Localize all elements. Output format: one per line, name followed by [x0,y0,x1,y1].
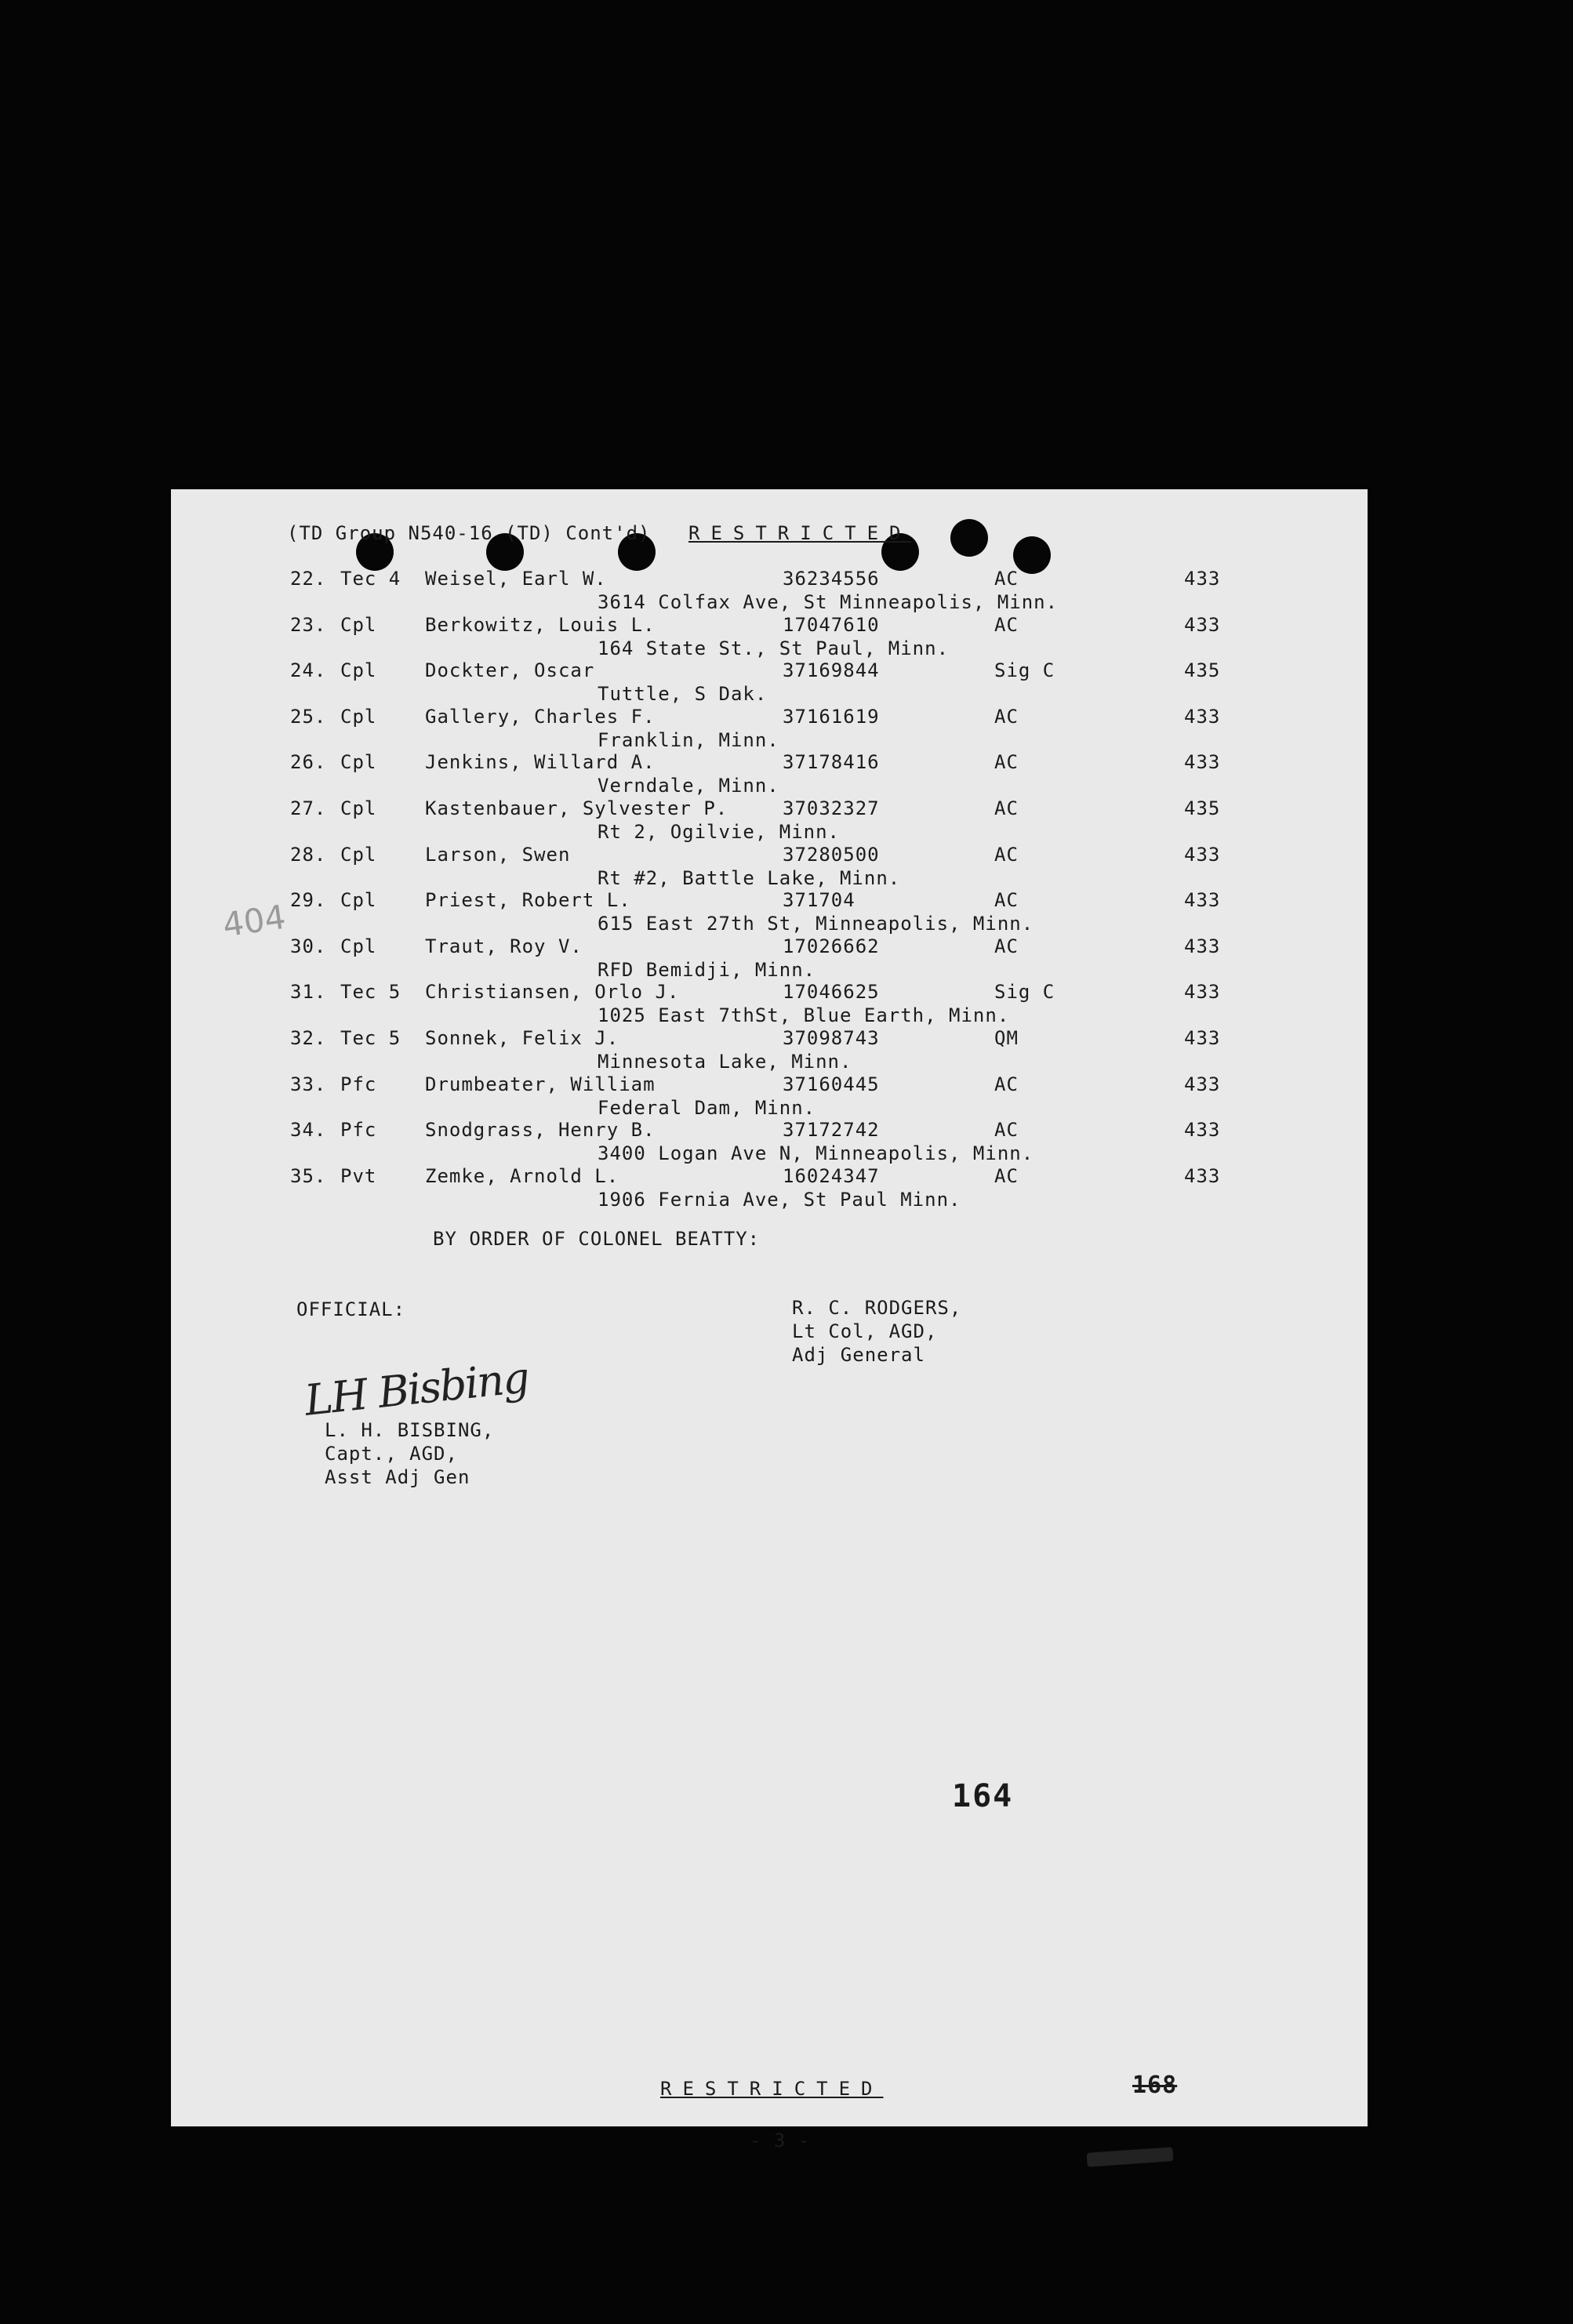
roster-num: 24. [290,659,327,682]
roster-address: Minnesota Lake, Minn. [598,1051,852,1073]
roster-serial: 37178416 [783,751,880,774]
roster-name: Christiansen, Orlo J. [425,981,680,1004]
roster-name: Gallery, Charles F. [425,705,656,728]
roster-branch: AC [994,843,1019,866]
roster-num: 25. [290,705,327,728]
roster-code: 433 [1184,751,1221,774]
roster-code: 433 [1184,613,1221,636]
roster-code: 435 [1184,797,1221,819]
document-page [171,489,1368,2152]
group-header: (TD Group N540-16 (TD) Cont'd) [287,522,651,544]
roster-address: 615 East 27th St, Minneapolis, Minn. [598,913,1034,935]
roster-code: 433 [1184,1027,1221,1049]
roster-code: 433 [1184,1073,1221,1095]
signer-left-name: L. H. BISBING, [325,1419,495,1441]
order-line: BY ORDER OF COLONEL BEATTY: [433,1228,761,1250]
roster-num: 26. [290,751,327,774]
roster-branch: QM [994,1027,1019,1049]
roster-row [171,751,1368,797]
roster-serial: 37172742 [783,1119,880,1142]
roster-serial: 37032327 [783,797,880,819]
roster-rank: Pfc [340,1119,377,1142]
roster-serial: 17046625 [783,981,880,1004]
roster-rank: Cpl [340,889,377,912]
roster-code: 433 [1184,981,1221,1004]
classification-header: RESTRICTED [688,522,912,544]
roster-rank: Tec 4 [340,568,401,590]
pencil-mark: 404 [220,897,289,945]
roster-address: Franklin, Minn. [598,728,779,751]
roster-row [171,568,1368,613]
roster-serial: 17047610 [783,613,880,636]
roster-row [171,889,1368,935]
roster-serial: 37169844 [783,659,880,682]
roster-num: 29. [290,889,327,912]
classification-footer: RESTRICTED [660,2078,884,2100]
roster-name: Sonnek, Felix J. [425,1027,619,1049]
roster-address: Federal Dam, Minn. [598,1096,816,1119]
roster-branch: AC [994,751,1019,774]
signer-right-title: Adj General [792,1344,925,1366]
roster-code: 433 [1184,1164,1221,1187]
roster-address: Tuttle, S Dak. [598,683,768,706]
roster-branch: AC [994,1073,1019,1095]
roster-serial: 37161619 [783,705,880,728]
roster-address: Verndale, Minn. [598,775,779,797]
page-number: - 3 - [750,2130,811,2152]
roster-branch: AC [994,1119,1019,1142]
roster-name: Dockter, Oscar [425,659,595,682]
roster-rank: Cpl [340,843,377,866]
roster-num: 34. [290,1119,327,1142]
redaction-scribble [1087,2147,1174,2167]
roster-serial: 16024347 [783,1164,880,1187]
roster-rank: Cpl [340,751,377,774]
struck-page-number: 168 [1132,2072,1178,2099]
roster-branch: AC [994,797,1019,819]
signer-right-name: R. C. RODGERS, [792,1297,962,1319]
roster-name: Snodgrass, Henry B. [425,1119,656,1142]
handwritten-signature: LH Bisbing [302,1353,531,1425]
roster-row [171,935,1368,981]
roster-row [171,1119,1368,1164]
official-label: OFFICIAL: [296,1298,406,1320]
roster-branch: AC [994,568,1019,590]
roster-row [171,844,1368,889]
roster-row [171,706,1368,751]
roster-name: Kastenbauer, Sylvester P. [425,797,728,819]
roster-address: Rt 2, Ogilvie, Minn. [598,821,840,843]
roster-num: 28. [290,843,327,866]
roster-name: Priest, Robert L. [425,889,631,912]
roster-address: 3400 Logan Ave N, Minneapolis, Minn. [598,1142,1034,1165]
roster-branch: AC [994,889,1019,912]
roster-code: 433 [1184,568,1221,590]
roster-name: Zemke, Arnold L. [425,1164,619,1187]
roster-code: 433 [1184,1119,1221,1142]
signer-left-rank: Capt., AGD, [325,1443,458,1465]
roster-row [171,797,1368,843]
roster-code: 435 [1184,659,1221,682]
stamped-page-number: 164 [952,1778,1014,1814]
roster-rank: Cpl [340,797,377,819]
roster-num: 27. [290,797,327,819]
roster-serial: 37098743 [783,1027,880,1049]
roster-rank: Pvt [340,1164,377,1187]
roster-branch: AC [994,1164,1019,1187]
roster-rank: Cpl [340,705,377,728]
roster-branch: AC [994,935,1019,957]
roster-branch: Sig C [994,659,1055,682]
roster-serial: 37280500 [783,843,880,866]
binder-hole [950,519,988,557]
roster-name: Larson, Swen [425,843,571,866]
roster-name: Jenkins, Willard A. [425,751,656,774]
roster-rank: Cpl [340,613,377,636]
roster-address: 164 State St., St Paul, Minn. [598,637,950,659]
signer-left-title: Asst Adj Gen [325,1466,470,1488]
roster-branch: AC [994,613,1019,636]
roster-rank: Cpl [340,659,377,682]
roster-address: 3614 Colfax Ave, St Minneapolis, Minn. [598,591,1059,613]
roster-branch: AC [994,705,1019,728]
roster-row [171,1073,1368,1119]
roster-row [171,1165,1368,1211]
roster-num: 22. [290,568,327,590]
roster-rank: Tec 5 [340,1027,401,1049]
roster-serial: 37160445 [783,1073,880,1095]
roster-code: 433 [1184,935,1221,957]
roster-address: 1025 East 7thSt, Blue Earth, Minn. [598,1004,1010,1027]
roster-row [171,1027,1368,1073]
roster-num: 35. [290,1164,327,1187]
roster-serial: 371704 [783,889,856,912]
roster-code: 433 [1184,889,1221,912]
roster-code: 433 [1184,843,1221,866]
roster-name: Weisel, Earl W. [425,568,607,590]
roster-num: 33. [290,1073,327,1095]
roster-num: 30. [290,935,327,957]
roster-rank: Pfc [340,1073,377,1095]
roster-num: 31. [290,981,327,1004]
roster-name: Traut, Roy V. [425,935,583,957]
roster-rank: Cpl [340,935,377,957]
signer-right-rank: Lt Col, AGD, [792,1320,938,1342]
roster-code: 433 [1184,705,1221,728]
roster-rank: Tec 5 [340,981,401,1004]
roster-num: 23. [290,613,327,636]
roster-row [171,981,1368,1026]
roster-num: 32. [290,1027,327,1049]
roster-name: Berkowitz, Louis L. [425,613,656,636]
roster-name: Drumbeater, William [425,1073,656,1095]
roster-address: Rt #2, Battle Lake, Minn. [598,866,901,889]
roster-serial: 17026662 [783,935,880,957]
roster-row [171,614,1368,659]
roster-branch: Sig C [994,981,1055,1004]
roster-serial: 36234556 [783,568,880,590]
roster-address: RFD Bemidji, Minn. [598,958,816,981]
roster-row [171,659,1368,705]
roster-address: 1906 Fernia Ave, St Paul Minn. [598,1188,961,1211]
